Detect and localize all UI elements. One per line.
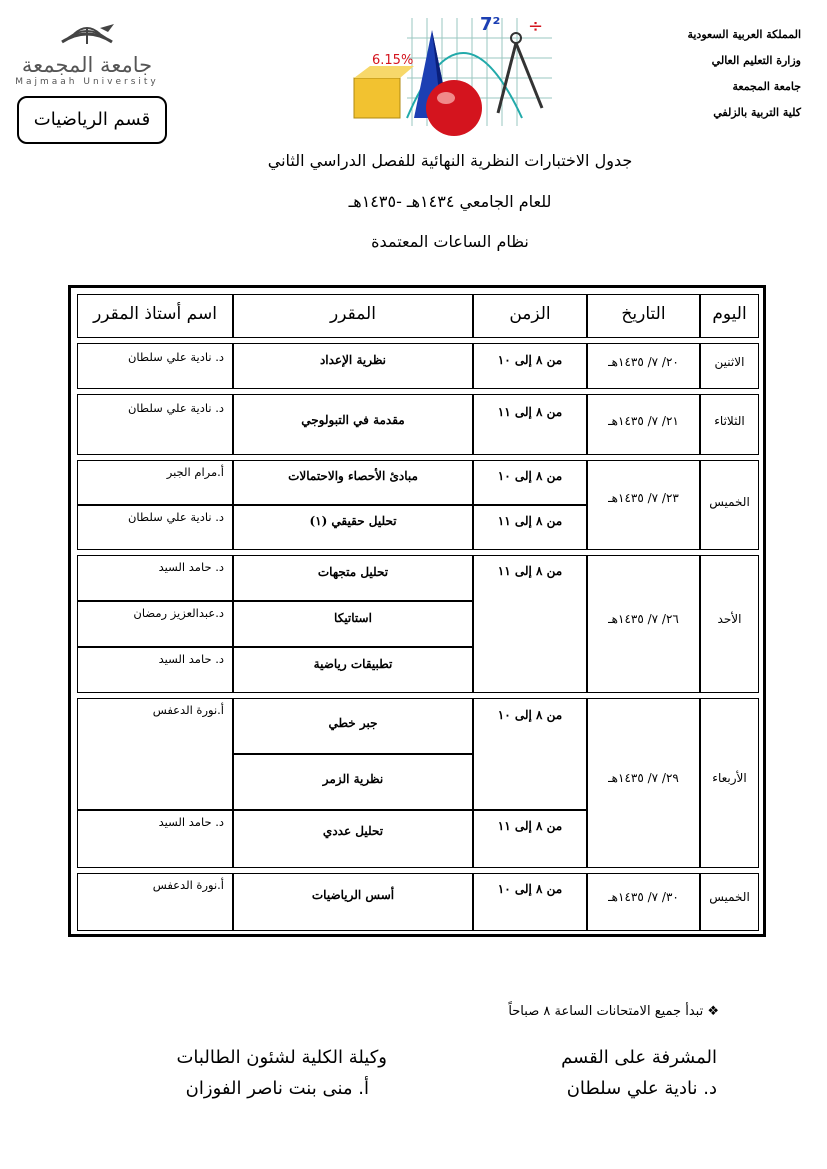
time-cell: من ٨ إلى ١٠: [473, 460, 587, 505]
title-line-1: جدول الاختبارات النظرية النهائية للفصل الدراسي الثاني: [267, 151, 633, 170]
time-cell: من ٨ إلى ١١: [473, 555, 587, 693]
date-cell: ٢٩/ ٧/ ١٤٣٥هـ: [587, 698, 700, 868]
vice-dean-name: أ. منى بنت ناصر الفوزان: [185, 1078, 369, 1099]
course-cell: تحليل متجهات: [233, 555, 473, 601]
date-cell: ٢١/ ٧/ ١٤٣٥هـ: [587, 394, 700, 455]
vice-dean-title: وكيلة الكلية لشئون الطالبات: [176, 1047, 387, 1068]
time-cell: من ٨ إلى ١٠: [473, 873, 587, 931]
vice-dean-signature: [176, 1042, 387, 1104]
teacher-cell: د. نادية علي سلطان: [77, 343, 233, 389]
ministry-line: جامعة المجمعة: [732, 80, 801, 93]
university-name-en: Majmaah University: [15, 77, 159, 87]
title-line-2: للعام الجامعي ١٤٣٤هـ -١٤٣٥هـ: [348, 192, 552, 211]
time-cell: من ٨ إلى ١٠: [473, 343, 587, 389]
teacher-cell: د.عبدالعزيز رمضان: [77, 601, 233, 647]
course-cell: نظرية الإعداد: [233, 343, 473, 389]
ministry-line: كلية التربية بالزلفي: [713, 106, 801, 119]
header-course: المقرر: [233, 294, 473, 338]
day-cell: الخميس: [700, 873, 759, 931]
date-cell: ٢٠/ ٧/ ١٤٣٥هـ: [587, 343, 700, 389]
supervisor-signature: [561, 1042, 717, 1104]
day-cell: الخميس: [700, 460, 759, 550]
ministry-line: المملكة العربية السعودية: [687, 28, 801, 41]
day-cell: الثلاثاء: [700, 394, 759, 455]
math-banner-image: [352, 8, 554, 136]
teacher-cell: د. نادية علي سلطان: [77, 394, 233, 455]
ministry-line: وزارة التعليم العالي: [711, 54, 801, 67]
university-name-ar: جامعة المجمعة: [21, 53, 153, 77]
book-icon: [42, 22, 132, 48]
date-cell: ٢٦/ ٧/ ١٤٣٥هـ: [587, 555, 700, 693]
time-cell: من ٨ إلى ١١: [473, 394, 587, 455]
course-cell: مقدمة في التبولوجي: [233, 394, 473, 455]
time-cell: من ٨ إلى ١٠: [473, 698, 587, 810]
teacher-cell: د. حامد السيد: [77, 555, 233, 601]
ministry-header: [601, 22, 801, 126]
banner-power: 7²: [480, 14, 501, 35]
date-cell: ٣٠/ ٧/ ١٤٣٥هـ: [587, 873, 700, 931]
exam-table: [68, 285, 766, 937]
course-cell: أسس الرياضيات: [233, 873, 473, 931]
header-time: الزمن: [473, 294, 587, 338]
course-cell: تحليل عددي: [233, 810, 473, 868]
time-cell: من ٨ إلى ١١: [473, 810, 587, 868]
time-cell: من ٨ إلى ١١: [473, 505, 587, 550]
day-cell: الاثنين: [700, 343, 759, 389]
course-cell: تطبيقات رياضية: [233, 647, 473, 693]
university-logo: [12, 22, 162, 92]
teacher-cell: أ.مرام الجبر: [77, 460, 233, 505]
title-line-3: نظام الساعات المعتمدة: [371, 232, 529, 251]
divide-icon: ÷: [528, 16, 544, 37]
teacher-cell: أ.نورة الدعفس: [77, 698, 233, 810]
course-cell: استاتيكا: [233, 601, 473, 647]
course-cell: نظرية الزمر: [233, 754, 473, 810]
exam-start-note: ❖ تبدأ جميع الامتحانات الساعة ٨ صباحاً: [508, 1004, 719, 1019]
course-cell: مبادئ الأحصاء والاحتمالات: [233, 460, 473, 505]
banner-percent: 6.15%: [372, 53, 414, 68]
teacher-cell: أ.نورة الدعفس: [77, 873, 233, 931]
header-day: اليوم: [700, 294, 759, 338]
department-box: قسم الرياضيات: [17, 96, 167, 144]
course-cell: جبر خطي: [233, 698, 473, 754]
course-cell: تحليل حقيقي (١): [233, 505, 473, 550]
day-cell: الأربعاء: [700, 698, 759, 868]
supervisor-title: المشرفة على القسم: [561, 1047, 717, 1068]
teacher-cell: د. نادية علي سلطان: [77, 505, 233, 550]
header-date: التاريخ: [587, 294, 700, 338]
supervisor-name: د. نادية علي سلطان: [566, 1078, 717, 1099]
header-teacher: اسم أستاذ المقرر: [77, 294, 233, 338]
date-cell: ٢٣/ ٧/ ١٤٣٥هـ: [587, 460, 700, 550]
teacher-cell: د. حامد السيد: [77, 647, 233, 693]
day-cell: الأحد: [700, 555, 759, 693]
teacher-cell: د. حامد السيد: [77, 810, 233, 868]
